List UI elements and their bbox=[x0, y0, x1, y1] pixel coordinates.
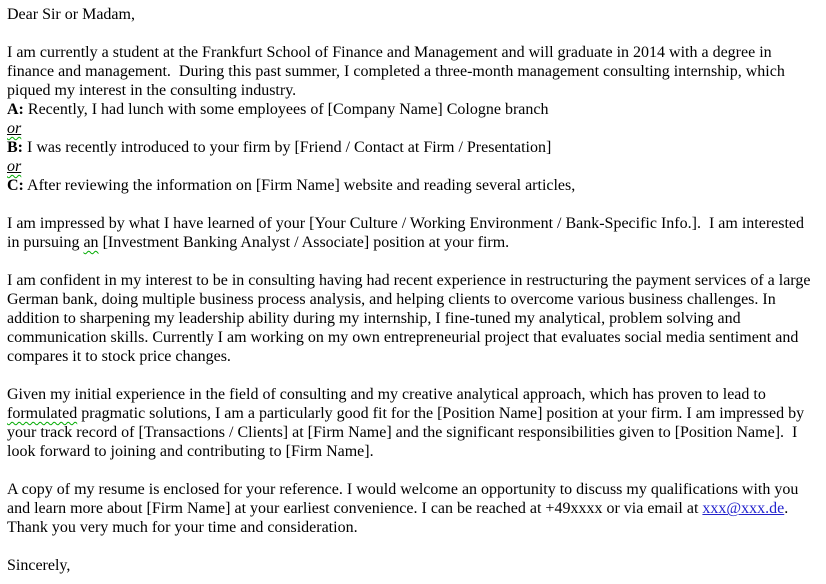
text-run: . Thank you very much for your time and consideration. bbox=[7, 500, 792, 536]
blank-line bbox=[7, 366, 818, 385]
signoff bbox=[7, 556, 818, 575]
text-run: Recently, I had lunch with some employees of [Company Name] Cologne branch bbox=[23, 101, 549, 118]
text-run: Sincerely, bbox=[7, 557, 71, 574]
text-run: Dear Sir or Madam, bbox=[7, 6, 135, 23]
text-run: A copy of my resume is enclosed for your reference. I would welcome an opportunity to discuss my qualifications with you and learn more about [Firm Name] at your earliest convenience. I can be reached at +49xxxx or via email at bbox=[7, 481, 803, 517]
email-link[interactable]: xxx@xxx.de bbox=[702, 500, 785, 517]
blank-line bbox=[7, 537, 818, 556]
option-a-line bbox=[7, 100, 818, 119]
closing-paragraph bbox=[7, 480, 818, 537]
misspelled-word: formulated bbox=[7, 405, 78, 422]
text-run: pragmatic solutions, I am a particularly good fit for the [Position Name] position at your firm. I am impressed by your track record of [Transactions / Clients] at [Firm Name] and the significant responsibilities given to [Position Name]. I look forward to joining and contributing to [Firm Name]. bbox=[7, 405, 809, 460]
blank-line bbox=[7, 195, 818, 214]
experience-paragraph bbox=[7, 271, 818, 366]
text-run: [Investment Banking Analyst / Associate] position at your firm. bbox=[98, 234, 510, 251]
or-divider bbox=[7, 119, 818, 138]
misspelled-word: or bbox=[7, 158, 22, 175]
salutation bbox=[7, 5, 818, 24]
text-run: After reviewing the information on [Firm Name] website and reading several articles, bbox=[23, 177, 576, 194]
text-run: I am currently a student at the Frankfurt School of Finance and Management and will graduate in 2014 with a degree in finance and management. During this past summer, I completed a three-month management consulting internship, which piqued my interest in the consulting industry. bbox=[7, 44, 789, 99]
fit-paragraph bbox=[7, 385, 818, 461]
intro-paragraph bbox=[7, 43, 818, 100]
text-run: Given my initial experience in the field of consulting and my creative analytical approach, which has proven to lead to bbox=[7, 386, 770, 403]
interest-paragraph bbox=[7, 214, 818, 252]
misspelled-word bbox=[7, 120, 21, 137]
option-c-line bbox=[7, 176, 818, 195]
misspelled-word: an bbox=[83, 234, 99, 251]
blank-line bbox=[7, 461, 818, 480]
misspelled-word bbox=[7, 158, 21, 175]
text-run: I was recently introduced to your firm by [Friend / Contact at Firm / Presentation] bbox=[23, 139, 552, 156]
or-divider bbox=[7, 157, 818, 176]
text-run: A: bbox=[7, 101, 24, 118]
misspelled-word: or bbox=[7, 120, 22, 137]
blank-line bbox=[7, 252, 818, 271]
text-run: C: bbox=[7, 177, 24, 194]
option-b-line bbox=[7, 138, 818, 157]
blank-line bbox=[7, 24, 818, 43]
text-run: I am confident in my interest to be in consulting having had recent experience in restructuring the payment services of a large German bank, doing multiple business process analysis, and helping clients to overcome various business challenges. In addition to sharpening my leadership ability during my internship, I fine-tuned my analytical, problem solving and communication skills. Currently I am working on my own entrepreneurial project that evaluates social media sentiment and compares it to stock price changes. bbox=[7, 272, 815, 365]
text-run: I am impressed by what I have learned of your [Your Culture / Working Environment / Bank-Specific Info.]. I am interested in pursuing bbox=[7, 215, 809, 251]
text-run: B: bbox=[7, 139, 23, 156]
